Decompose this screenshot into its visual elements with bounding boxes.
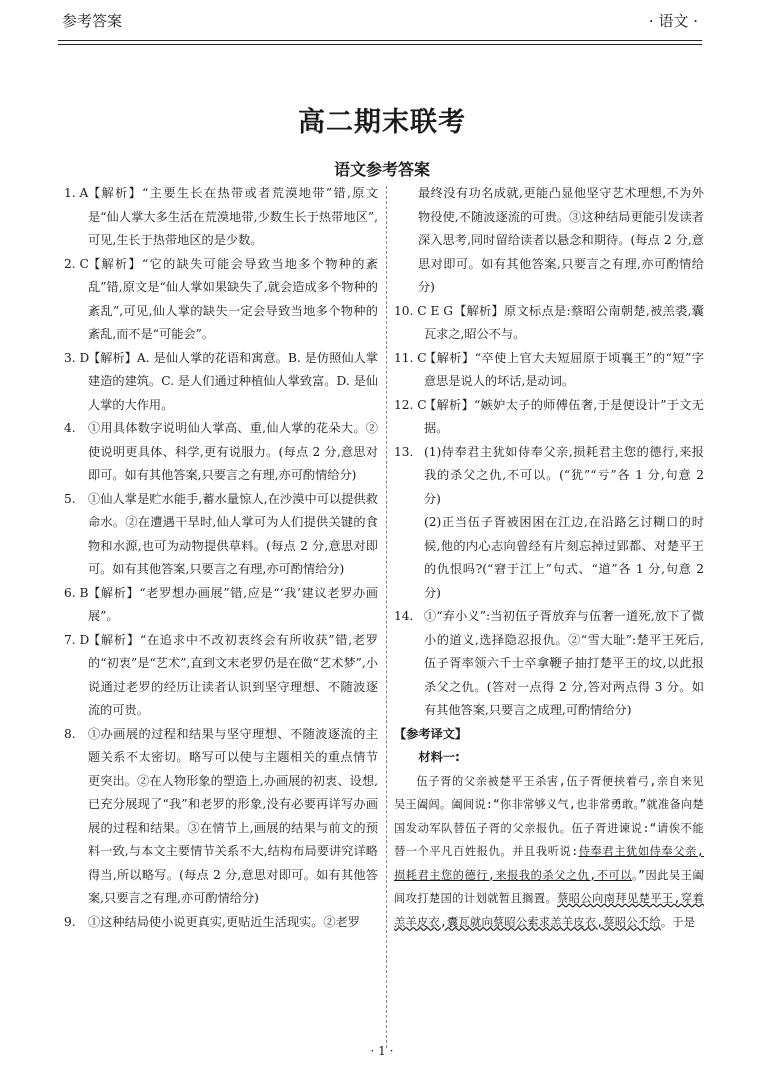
answer-number: 5.	[64, 491, 76, 506]
answer-item-9-continued	[394, 182, 704, 300]
answer-text: 【解析】“老罗想办画展”错,应是“‘我’建议老罗办画展”。	[88, 585, 378, 623]
answer-item-13-part-2	[394, 511, 704, 605]
material-one-label: 材料一:	[418, 750, 460, 764]
header-rule-thick	[58, 40, 702, 41]
answer-text: (1)侍奉君主犹如侍奉父亲,损耗君主您的德行,来报我的杀父之仇,不可以。(“犹”“亏”各 1 分,句意 2 分)	[424, 444, 704, 506]
answer-item-2	[64, 253, 378, 347]
answer-text: 【解析】“它的缺失可能会导致当地多个物种的紊乱”错,原文是“仙人掌如果缺失了,就会造成多个物种的紊乱”,可见,仙人掌的缺失一定会导致当地多个物种的紊乱,而不是“可能会”。	[88, 256, 378, 341]
answer-item-14	[394, 605, 704, 723]
answer-number: 8.	[64, 726, 76, 741]
translation-paragraph	[394, 770, 704, 935]
right-column	[394, 182, 704, 934]
answer-number: 6. B	[64, 585, 89, 600]
page-number: · 1 ·	[370, 1044, 394, 1058]
page-title: 高二期末联考	[298, 107, 466, 138]
answer-text: 【解析】原文标点是:蔡昭公南朝楚,被羔裘,囊瓦求之,昭公不与。	[424, 303, 704, 341]
header-left-label: 参考答案	[62, 12, 123, 30]
answer-text: 【解析】A. 是仙人掌的花语和寓意。B. 是仿照仙人掌建造的建筑。C. 是人们通过种植仙人掌致富。D. 是仙人掌的大作用。	[88, 350, 378, 412]
answer-item-4	[64, 417, 378, 488]
answer-number: 13.	[394, 444, 414, 459]
answer-item-3	[64, 347, 378, 418]
answer-text: 【解析】“在追求中不改初衷终会有所收获”错,老罗的“初衷”是“艺术”,直到文末老罗仍是在做“艺术梦”,小说通过老罗的经历让读者认识到坚守理想、不随波逐流的可贵。	[88, 632, 378, 717]
answer-text: 【解析】“嫉妒太子的师傅伍奢,于是便设计”于文无据。	[424, 397, 704, 435]
answer-item-5	[64, 488, 378, 582]
answer-number: 9.	[64, 914, 76, 929]
answer-text: ①“弃小义”:当初伍子胥放弃与伍奢一道死,放下了微小的道义,选择隐忍报仇。②“雪大耻”:楚平王死后,伍子胥率领六千士卒拿鞭子抽打楚平王的坟,以此报杀父之仇。(答对一点得 2 分,答对两点得 3 分。如有其他答案,只要言之成理,可酌情给分)	[424, 609, 704, 717]
answer-text: ①这种结局使小说更真实,更贴近生活现实。②老罗	[88, 914, 360, 929]
answer-item-11	[394, 347, 704, 394]
answer-text: 【解析】“卒使上官大夫短屈原于顷襄王”的“短”字意思是说人的坏话,是动词。	[424, 350, 704, 388]
header-rule-thin	[58, 44, 702, 45]
reference-translation-heading: 【参考译文】	[394, 726, 468, 741]
translation-wavy-underlined-text: 蔡昭公向南拜见楚平王,穿着羔羊皮衣,囊瓦就向蔡昭公索求羔羊皮衣,蔡昭公不给	[394, 892, 705, 929]
answer-text: (2)正当伍子胥被困困在江边,在沿路乞讨糊口的时候,他的内心志向曾经有片刻忘掉过郢都、对楚平王的仇恨吗?(“窘于江上”句式、“道”各 1 分,句意 2 分)	[424, 515, 704, 600]
answer-item-9	[64, 911, 378, 935]
page-header	[58, 10, 702, 36]
answer-number: 14.	[394, 609, 414, 623]
answer-number: 12. C	[394, 397, 427, 412]
answer-text: ①办画展的过程和结果与坚守理想、不随波逐流的主题关系不太密切。略写可以使与主题相关的重点情节更突出。②在人物形象的塑造上,办画展的初衷、设想,已充分展现了“我”和老罗的形象,没有必要再详写办画展的过程和结果。③在情节上,画展的结果与前文的预料一致,与本文主要情节关系不大,结构布局要讲究详略得当,所以略写。(每点 2 分,意思对即可。如有其他答案,只要言之有理,亦可酌情给分)	[88, 726, 378, 905]
page-subtitle: 语文参考答案	[333, 160, 430, 179]
answer-text: ①仙人掌是贮水能手,蓄水量惊人,在沙漠中可以提供救命水。②在遭遇干旱时,仙人掌可为人们提供关键的食物和水源,也可为动物提供草料。(每点 2 分,意思对即可。如有其他答案,只要言之有理,亦可酌情给分)	[88, 491, 378, 576]
left-column	[64, 182, 378, 934]
translation-underlined-text: 侍奉君主犹如侍奉父亲,损耗君主您的德行,来报我的杀父之仇,不可以	[394, 845, 704, 882]
answer-item-6	[64, 582, 378, 629]
translation-text: 伍子胥的父亲被楚平王杀害,伍子胥便挟着弓,亲自来见吴王阖闾。阖闾说:“你非常够义气,也非常勇敢。”就准备向楚国发动军队替伍子胥的父亲报仇。伍子胥进谏说:“请俟不能替一个平凡百姓报仇。并且我听说:	[394, 774, 704, 858]
answer-item-7	[64, 629, 378, 723]
answer-item-13	[394, 441, 704, 512]
answer-number: 3. D	[64, 350, 90, 365]
translation-text: 。于是	[660, 915, 696, 929]
answer-text: 最终没有功名成就,更能凸显他坚守艺术理想,不为外物役使,不随波逐流的可贵。③这种结局更能引发读者深入思考,同时留给读者以悬念和期待。(每点 2 分,意思对即可。如有其他答案,只要言之有理,亦可酌情给分)	[418, 186, 704, 294]
answer-number: 10. C E G	[394, 303, 453, 318]
translation-text: 。”因此吴王阖闾攻打楚国的计划就暂且搁置。	[394, 868, 704, 905]
answer-number: 7. D	[64, 632, 90, 647]
column-divider	[386, 186, 387, 1048]
answer-number: 11. C	[394, 350, 427, 365]
answer-text: ①用具体数字说明仙人掌高、重,仙人掌的花朵大。②使说明更具体、科学,更有说服力。(每点 2 分,意思对即可。如有其他答案,只要言之有理,亦可酌情给分)	[88, 421, 378, 482]
answer-item-1	[64, 182, 378, 253]
header-subject-label: · 语文 ·	[648, 12, 698, 30]
answer-item-8	[64, 723, 378, 911]
answer-item-10	[394, 300, 704, 347]
answer-number: 4.	[64, 421, 76, 435]
answer-item-12	[394, 394, 704, 441]
answer-number: 1. A	[64, 186, 89, 200]
answer-text: 【解析】“主要生长在热带或者荒漠地带”错,原文是“仙人掌大多生活在荒漠地带,少数生长于热带地区”,可见,生长于热带地区的是少数。	[88, 186, 378, 247]
answer-number: 2. C	[64, 256, 89, 271]
